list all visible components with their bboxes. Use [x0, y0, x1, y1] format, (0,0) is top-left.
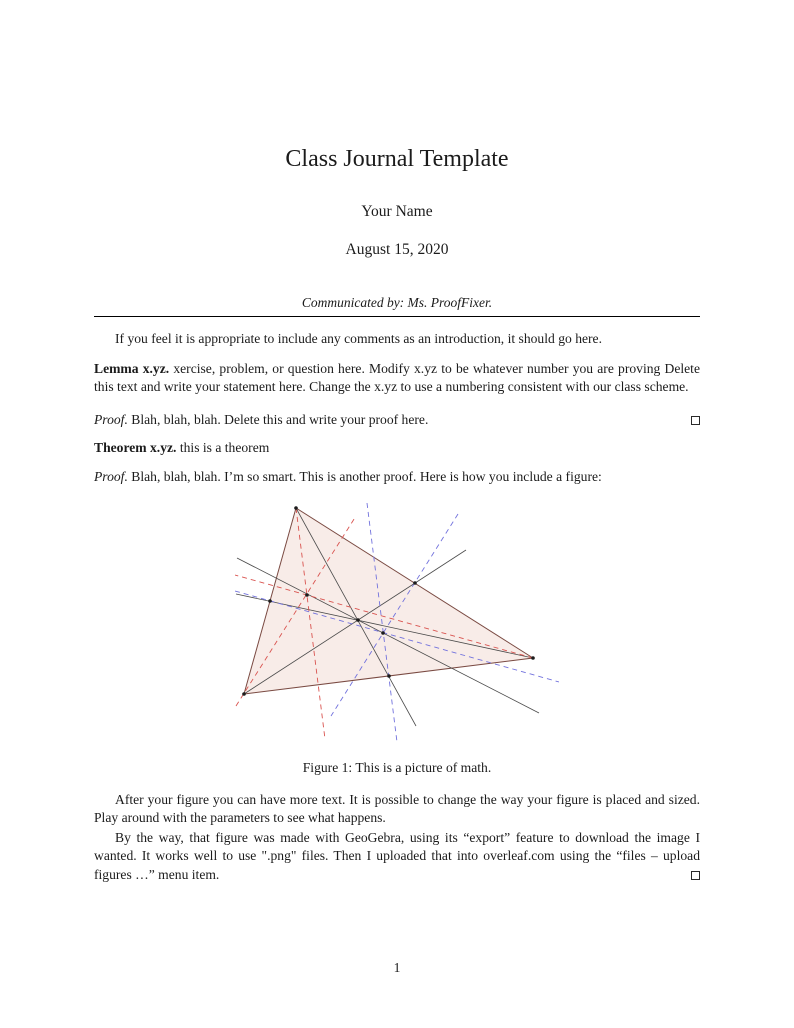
communicated-rule-divider: [94, 316, 700, 317]
lemma-label: Lemma x.yz.: [94, 360, 170, 376]
page-number: 1: [393, 960, 401, 975]
document-date: August 15, 2020: [345, 241, 449, 258]
proof-text-1: Blah, blah, blah. Delete this and write your proof here.: [131, 411, 429, 427]
theorem-text: this is a theorem: [179, 440, 270, 456]
qed-box-icon-2: [691, 871, 700, 880]
lemma-text: xercise, problem, or question here. Modify x.yz to be whatever number you are proving Delete this text and write your statement here. Change the x.yz to use a numbering consistent with our class scheme.: [94, 360, 700, 395]
after-figure-text-2: By the way, that figure was made with GeoGebra, using its “export” feature to download the image I wanted. It works well to use ".png" files. Then I uploaded that into overleaf.com using the “files – upload figures …” menu item.: [94, 829, 700, 882]
after-figure-paragraph-2: [94, 829, 700, 885]
author-name: Your Name: [361, 203, 433, 220]
theorem-paragraph: [94, 439, 700, 458]
proof-text-2: Blah, blah, blah. I’m so smart. This is another proof. Here is how you include a figure:: [131, 468, 602, 484]
intro-paragraph: If you feel it is appropriate to include any comments as an introduction, it should go here.: [115, 331, 602, 346]
figure-caption: Figure 1: This is a picture of math.: [302, 759, 492, 775]
qed-box-icon: [691, 416, 700, 425]
math-figure-image: [235, 501, 559, 741]
lemma-paragraph: [94, 360, 700, 397]
proof-paragraph-2: [94, 468, 700, 487]
page-title: Class Journal Template: [285, 146, 509, 172]
proof-paragraph-1: [94, 411, 700, 430]
theorem-label: Theorem x.yz.: [94, 440, 177, 456]
figure-container: [94, 501, 700, 746]
communicated-by-line: Communicated by: Ms. ProofFixer.: [301, 295, 493, 310]
proof-label-2: Proof.: [94, 468, 128, 484]
after-figure-paragraph-1: After your figure you can have more text. It is possible to change the way your figure is placed and sized. Play around with the parameters to see what happens.: [94, 791, 700, 826]
proof-label-1: Proof.: [94, 411, 128, 427]
